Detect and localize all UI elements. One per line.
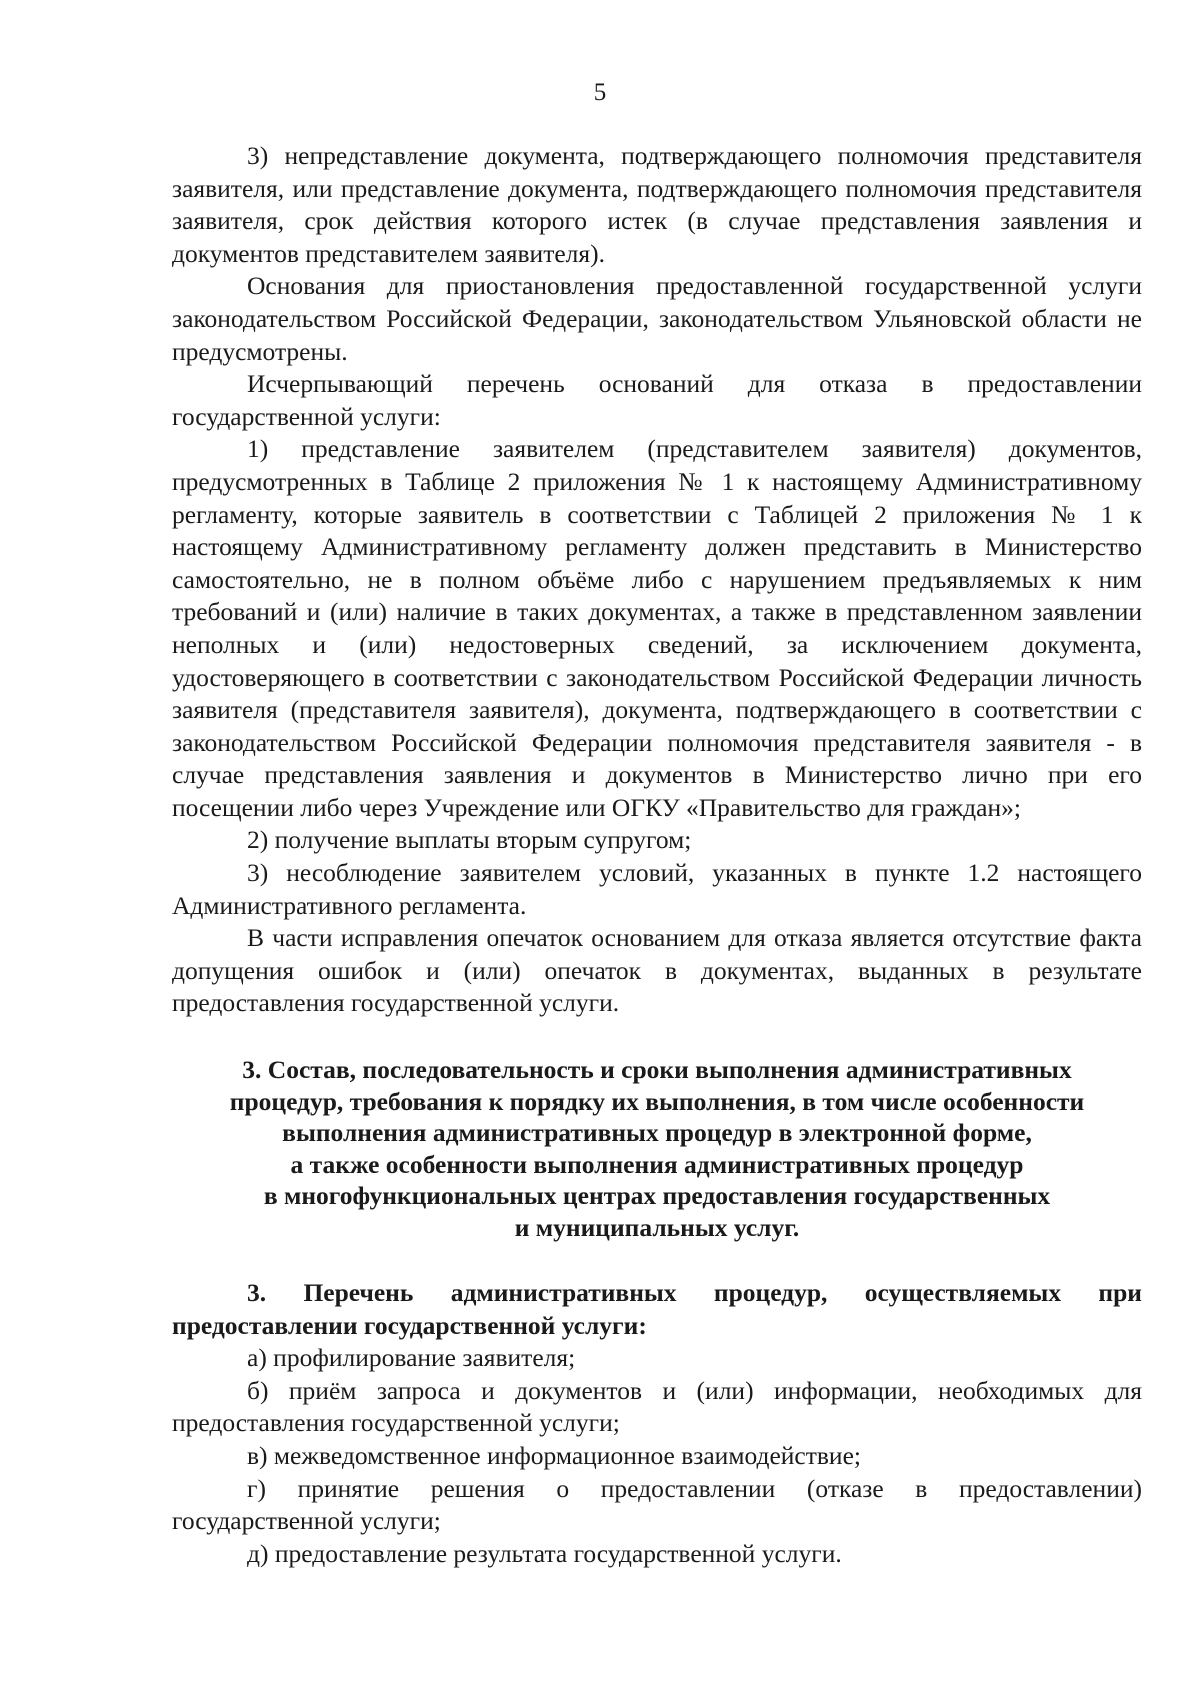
- section-heading-line: выполнения административных процедур в электронной форме,: [282, 1118, 1032, 1148]
- paragraph-typo-correction: В части исправления опечаток основанием для отказа является отсутствие факта допущения ошибок и (или) опечаток в документах, выданных в результате предоставления государственной услуги.: [172, 923, 1142, 1018]
- procedure-item-b: б) приём запроса и документов и (или) информации, необходимых для предоставления государственной услуги;: [172, 1375, 1142, 1438]
- paragraph-refusal-reason-3: 3) непредставление документа, подтверждающего полномочия представителя заявителя, или представление документа, подтверждающего полномочия представителя заявителя, срок действия которого истек (в случае представления заявления и документов представителем заявителя).: [172, 141, 1142, 268]
- section-heading-line: в многофункциональных центрах предоставления государственных: [263, 1181, 1051, 1211]
- section-heading-line: 3. Состав, последовательность и сроки выполнения административных: [242, 1055, 1072, 1085]
- document-body: [172, 140, 1142, 1570]
- paragraph-refusal-item-1: 1) представление заявителем (представителем заявителя) документов, предусмотренных в Таблице 2 приложения № 1 к настоящему Административному регламенту, которые заявитель в соответствии с Таблицей 2 приложения № 1 к настоящему Административному регламенту должен представить в Министерство самостоятельно, не в полном объёме либо с нарушением предъявляемых к ним требований и (или) наличие в таких документах, а также в представленном заявлении неполных и (или) недостоверных сведений, за исключением документа, удостоверяющего в соответствии с законодательством Российской Федерации личность заявителя (представителя заявителя), документа, подтверждающего в соответствии с законодательством Российской Федерации полномочия представителя заявителя - в случае представления заявления и документов в Министерство лично при его посещении либо через Учреждение или ОГКУ «Правительство для граждан»;: [172, 434, 1142, 822]
- page-number: 5: [593, 79, 607, 106]
- procedure-item-a: а) профилирование заявителя;: [247, 1343, 576, 1373]
- procedure-item-v: в) межведомственное информационное взаимодействие;: [247, 1441, 861, 1470]
- paragraph-suspension-grounds: Основания для приостановления предоставленной государственной услуги законодательством Российской Федерации, законодательством Ульяновской области не предусмотрены.: [172, 271, 1142, 366]
- paragraph-refusal-list-intro: Исчерпывающий перечень оснований для отказа в предоставлении государственной услуги:: [172, 369, 1142, 431]
- procedure-item-g: г) принятие решения о предоставлении (отказе в предоставлении) государственной услуги;: [172, 1473, 1142, 1536]
- section-heading-line: и муниципальных услуг.: [514, 1212, 800, 1242]
- section-heading: [172, 1054, 1142, 1243]
- paragraph-refusal-item-3: 3) несоблюдение заявителем условий, указанных в пункте 1.2 настоящего Административного регламента.: [172, 858, 1142, 920]
- procedures-sub-heading: 3. Перечень административных процедур, осуществляемых при предоставлении государственной услуги:: [172, 1278, 1142, 1340]
- section-heading-line: а также особенности выполнения административных процедур: [290, 1149, 1024, 1179]
- paragraph-refusal-item-2: 2) получение выплаты вторым супругом;: [247, 825, 692, 855]
- procedure-item-d: д) предоставление результата государственной услуги.: [247, 1538, 842, 1568]
- section-heading-line: процедур, требования к порядку их выполнения, в том числе особенности: [229, 1086, 1085, 1116]
